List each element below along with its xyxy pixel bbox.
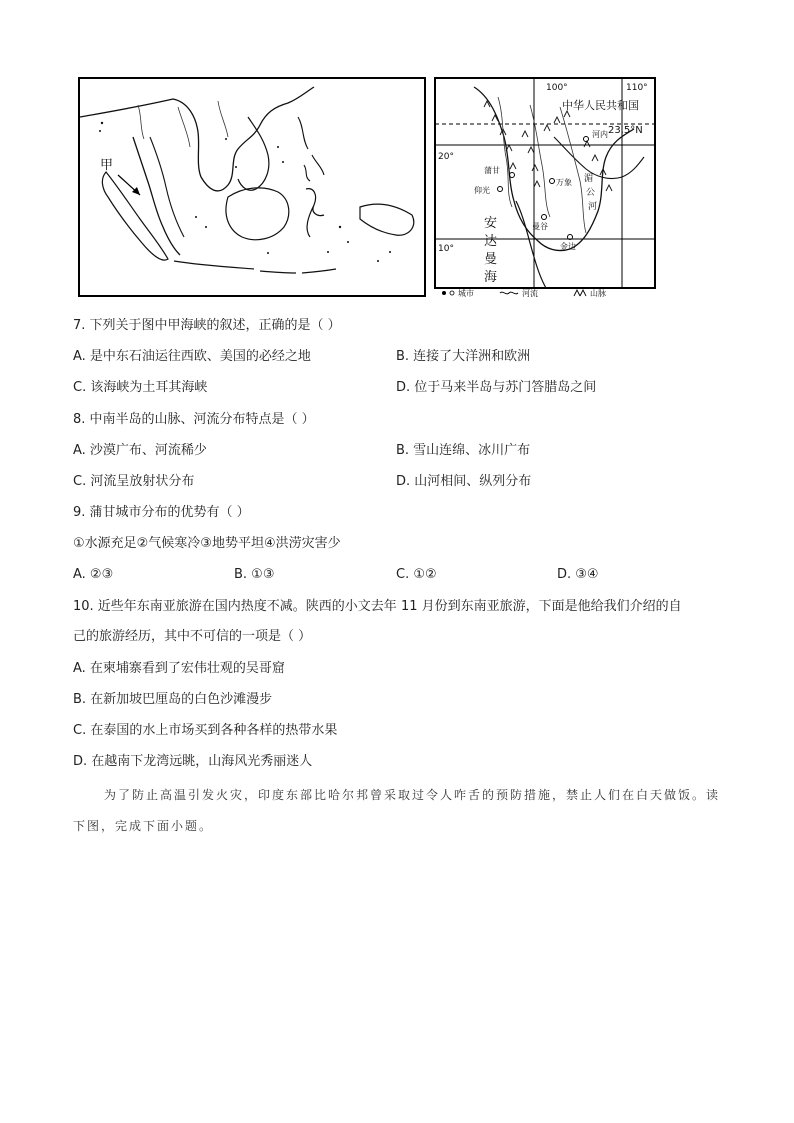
strait-label: 甲 — [100, 158, 114, 173]
sea-label: 曼 — [484, 252, 498, 267]
city-label: 万象 — [556, 178, 572, 187]
sea-label: 海 — [484, 270, 498, 285]
lat-10-label: 10° — [438, 244, 454, 254]
question-9-option-a[interactable]: A. ②③ — [73, 567, 114, 582]
question-7-option-c[interactable]: C. 该海峡为土耳其海峡 — [73, 380, 208, 395]
city-label: 蒲甘 — [484, 166, 500, 175]
tropic-label: 23.5°N — [608, 125, 643, 136]
question-10-option-a[interactable]: A. 在柬埔寨看到了宏伟壮观的吴哥窟 — [73, 661, 285, 676]
lon-110-label: 110° — [626, 83, 648, 93]
question-8-option-d[interactable]: D. 山河相间、纵列分布 — [396, 474, 532, 489]
question-8-option-a[interactable]: A. 沙漠广布、河流稀少 — [73, 443, 207, 458]
question-10-option-c[interactable]: C. 在泰国的水上市场买到各种各样的热带水果 — [73, 723, 338, 738]
question-8-option-b[interactable]: B. 雪山连绵、冰川广布 — [396, 443, 531, 458]
question-9-stem: 9. 蒲甘城市分布的优势有（ ） — [73, 505, 250, 520]
question-7-option-b[interactable]: B. 连接了大洋洲和欧洲 — [396, 349, 531, 364]
intro-line2: 下图，完成下面小题。 — [73, 819, 214, 833]
indochina-map — [434, 77, 656, 297]
legend-mountain: 山脉 — [590, 289, 606, 297]
legend-river: 河流 — [522, 289, 538, 297]
intro-line1: 为了防止高温引发火灾，印度东部比哈尔邦曾采取过令人咋舌的预防措施，禁止人们在白天做饭。读 — [104, 788, 721, 802]
question-7-stem: 7. 下列关于图中甲海峡的叙述，正确的是（ ） — [73, 318, 341, 333]
legend-city: 城市 — [458, 289, 474, 297]
question-9-statements: ①水源充足②气候寒冷③地势平坦④洪涝灾害少 — [73, 536, 341, 551]
question-10-option-b[interactable]: B. 在新加坡巴厘岛的白色沙滩漫步 — [73, 692, 273, 707]
map-legend — [442, 288, 606, 297]
question-9-option-d[interactable]: D. ③④ — [557, 567, 599, 582]
sea-label: 安 — [484, 216, 498, 231]
question-8-option-c[interactable]: C. 河流呈放射状分布 — [73, 474, 195, 489]
city-label: 仰光 — [474, 186, 490, 195]
river-label: 公 — [586, 188, 596, 198]
question-7-option-a[interactable]: A. 是中东石油运往西欧、美国的必经之地 — [73, 349, 311, 364]
river-label: 湄 — [584, 174, 594, 184]
question-9-option-b[interactable]: B. ①③ — [234, 567, 275, 582]
city-label: 河内 — [592, 130, 608, 139]
southeast-asia-map — [78, 77, 426, 297]
country-label: 中华人民共和国 — [562, 99, 639, 112]
question-9-option-c[interactable]: C. ①② — [396, 567, 437, 582]
lon-100-label: 100° — [546, 83, 568, 93]
city-label: 金边 — [560, 242, 576, 251]
city-label: 曼谷 — [532, 222, 548, 231]
river-label: 河 — [588, 202, 598, 212]
question-10-option-d[interactable]: D. 在越南下龙湾远眺，山海风光秀丽迷人 — [73, 754, 313, 769]
sea-label: 达 — [484, 234, 498, 249]
question-10-stem-line1: 10. 近些年东南亚旅游在国内热度不减。陕西的小文去年 11 月份到东南亚旅游，下面是他给我们介绍的自 — [73, 599, 682, 614]
question-8-stem: 8. 中南半岛的山脉、河流分布特点是（ ） — [73, 412, 315, 427]
lat-20-label: 20° — [438, 152, 454, 162]
question-7-option-d[interactable]: D. 位于马来半岛与苏门答腊岛之间 — [396, 380, 597, 395]
question-10-stem-line2: 己的旅游经历，其中不可信的一项是（ ） — [73, 629, 312, 644]
